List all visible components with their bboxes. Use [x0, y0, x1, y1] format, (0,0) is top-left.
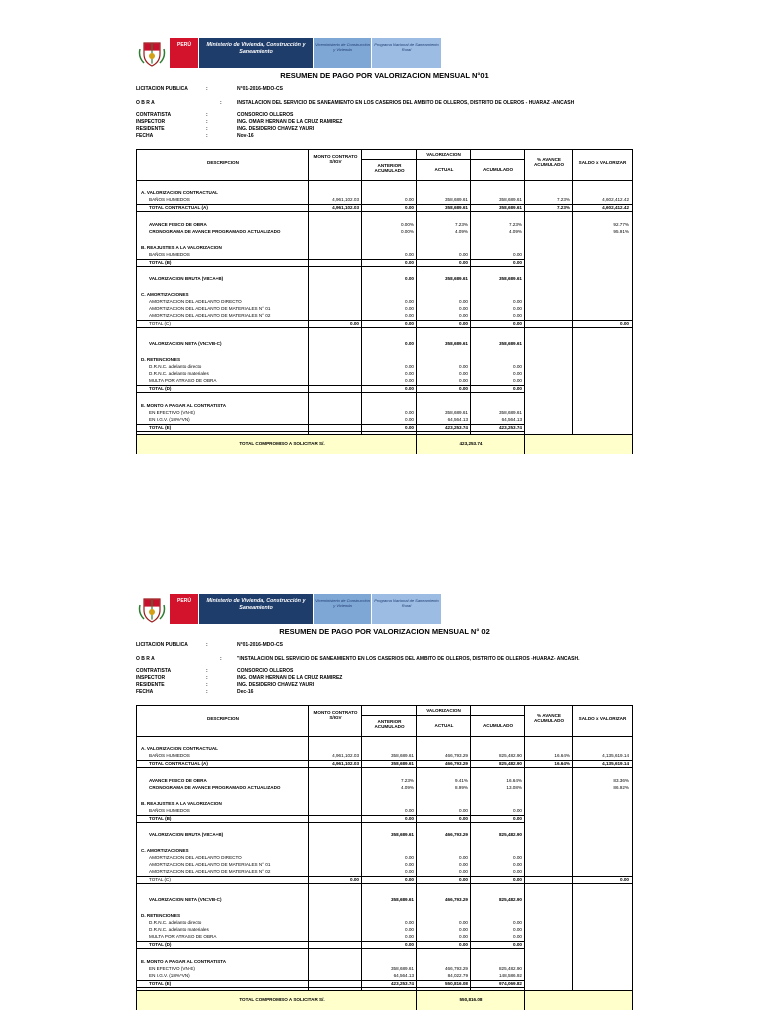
header-descripcion: DESCRIPCION: [207, 716, 239, 721]
header-descripcion: DESCRIPCION: [207, 160, 239, 165]
cell-banos_b-actual: 0.00: [459, 808, 468, 813]
cell-efectivo-acumulado: 358,689.61: [499, 410, 522, 415]
row-label-total_c: TOTAL (C): [149, 321, 171, 326]
cell-avance_fisico-anterior: 0.00%: [400, 222, 414, 227]
info-colon: :: [206, 86, 208, 92]
cell-amort1-anterior: 0.00: [405, 299, 414, 304]
page-title: RESUMEN DE PAGO POR VALORIZACION MENSUAL N°01: [280, 71, 489, 80]
cell-banos-monto: 4,961,102.03: [332, 753, 359, 758]
row-label-igv: EN I.G.V. (18%*VN): [149, 973, 190, 978]
cell-total_a-monto: 4,961,102.03: [332, 205, 359, 210]
row-label-ret3: MULTA POR ATRASO DE OBRA: [149, 934, 217, 939]
cell-bruta-anterior: 358,689.61: [391, 832, 414, 837]
header-saldo: SALDO x VALORIZAR: [578, 160, 627, 165]
row-label-ret2: D.R.N.C. adelanto materiales: [149, 371, 209, 376]
peru-logo: PERÚ: [170, 594, 198, 624]
row-label-amort3: AMORTIZACION DEL ADELANTO DE MATERIALES N° 02: [149, 869, 271, 874]
cell-total_a-anterior: 0.00: [405, 205, 414, 210]
cell-igv-anterior: 0.00: [405, 417, 414, 422]
cell-avance_fisico-acumulado: 7.23%: [508, 222, 522, 227]
cell-amort2-acumulado: 0.00: [513, 862, 522, 867]
row-label-amort2: AMORTIZACION DEL ADELANTO DE MATERIALES N° 01: [149, 306, 271, 311]
cell-ret2-anterior: 0.00: [405, 371, 414, 376]
row-label-banos_b: BAÑOS HUMEDOS: [149, 808, 190, 813]
info-label: O B R A: [136, 100, 155, 106]
cell-amort2-actual: 0.00: [459, 862, 468, 867]
cell-banos_b-actual: 0.00: [459, 252, 468, 257]
cell-amort1-anterior: 0.00: [405, 855, 414, 860]
row-label-ret1: D.R.N.C. adelanto directo: [149, 364, 202, 369]
row-label-neta: VALORIZACION NETA (VN=VB-C): [149, 897, 222, 902]
info-colon: :: [206, 642, 208, 648]
info-value: Dec-16: [237, 689, 254, 695]
info-value: Nov-16: [237, 133, 254, 139]
info-label: CONTRATISTA: [136, 668, 172, 674]
cell-ret3-actual: 0.00: [459, 378, 468, 383]
cell-banos_b-acumulado: 0.00: [513, 808, 522, 813]
cell-banos-avance: 16.64%: [554, 753, 570, 758]
cell-neta-actual: 466,793.29: [445, 897, 468, 902]
cell-total_e-anterior: 423,253.74: [391, 981, 414, 986]
cell-avance_fisico-anterior: 7.23%: [400, 778, 414, 783]
row-label-avance_fisico: AVANCE FISICO DE OBRA: [149, 778, 207, 783]
cell-amort2-anterior: 0.00: [405, 862, 414, 867]
cell-total_c-acumulado: 0.00: [513, 321, 522, 326]
cell-banos-monto: 4,961,102.03: [332, 197, 359, 202]
header-valorizacion: VALORIZACION: [426, 708, 461, 713]
compromiso-label: TOTAL COMPROMISO A SOLICITAR S/.: [239, 441, 325, 446]
info-label: FECHA: [136, 689, 154, 695]
cell-ret1-acumulado: 0.00: [513, 920, 522, 925]
info-value: INSTALACION DEL SERVICIO DE SANEAMIENTO EN LOS CASERIOS DEL AMBITO DE OLLEROS, DISTRITO DE OLEROS - HUARAZ -ANCASH: [237, 100, 575, 106]
info-colon: :: [206, 689, 208, 695]
cell-amort1-acumulado: 0.00: [513, 855, 522, 860]
cell-efectivo-anterior: 358,689.61: [391, 966, 414, 971]
cell-amort2-acumulado: 0.00: [513, 306, 522, 311]
row-label-amort2: AMORTIZACION DEL ADELANTO DE MATERIALES N° 01: [149, 862, 271, 867]
cell-total_e-acumulado: 974,069.82: [499, 981, 522, 986]
cell-total_a-avance: 7.23%: [556, 205, 570, 210]
cell-efectivo-acumulado: 825,482.90: [499, 966, 522, 971]
header-acumulado: ACUMULADO: [482, 167, 514, 172]
row-label-neta: VALORIZACION NETA (VN=VB-C): [149, 341, 222, 346]
cell-efectivo-actual: 466,793.29: [445, 966, 468, 971]
cell-amort1-actual: 0.00: [459, 855, 468, 860]
cell-total_a-acumulado: 825,482.90: [499, 761, 522, 766]
programa-logo: Programa Nacional de Saneamiento Rural: [372, 594, 441, 624]
cell-total_b-anterior: 0.00: [405, 260, 414, 265]
info-value: ING. OMAR HERNAN DE LA CRUZ RAMIREZ: [237, 119, 343, 125]
cell-ret3-anterior: 0.00: [405, 934, 414, 939]
row-label-cronograma: CRONOGRAMA DE AVANCE PROGRAMADO ACTUALIZADO: [149, 785, 281, 790]
header-monto: MONTO CONTRATO S/IGV: [313, 154, 358, 165]
cell-amort1-actual: 0.00: [459, 299, 468, 304]
cell-ret1-actual: 0.00: [459, 364, 468, 369]
row-label-d_title: D. RETENCIONES: [141, 357, 181, 362]
cell-neta-acumulado: 825,482.90: [499, 897, 522, 902]
peru-logo: PERÚ: [170, 38, 198, 68]
row-label-banos: BAÑOS HUMEDOS: [149, 197, 190, 202]
viceministerio-logo: Viceministerio de Construcción y Vivienda: [314, 38, 371, 68]
cell-amort2-anterior: 0.00: [405, 306, 414, 311]
info-label: LICITACION PUBLICA: [136, 86, 188, 92]
info-row-inspector: [136, 675, 633, 682]
cell-banos-saldo: 4,135,619.14: [602, 753, 629, 758]
cell-total_a-saldo: 4,135,619.14: [602, 761, 629, 766]
cell-avance_fisico-acumulado: 16.64%: [506, 778, 522, 783]
cell-cronograma-acumulado: 13.08%: [506, 785, 522, 790]
programa-logo: Programa Nacional de Saneamiento Rural: [372, 38, 441, 68]
info-row-fecha: [136, 133, 633, 140]
cell-total_a-actual: 466,793.29: [445, 761, 468, 766]
row-label-banos: BAÑOS HUMEDOS: [149, 753, 190, 758]
cell-amort1-acumulado: 0.00: [513, 299, 522, 304]
cell-amort3-anterior: 0.00: [405, 313, 414, 318]
info-row-licitacion: [136, 642, 633, 649]
info-row-obra: [136, 656, 633, 663]
cell-banos-saldo: 4,602,412.42: [602, 197, 629, 202]
total-compromiso-row: [137, 434, 632, 454]
cell-igv-anterior: 64,564.13: [393, 973, 414, 978]
info-label: O B R A: [136, 656, 155, 662]
cell-total_c-saldo: 0.00: [620, 877, 629, 882]
cell-banos-actual: 466,793.29: [445, 753, 468, 758]
row-label-b_title: B. REAJUSTES A LA VALORIZACION: [141, 245, 222, 250]
info-value: N°01-2016-MDO-CS: [237, 86, 283, 92]
cell-igv-acumulado: 64,564.13: [501, 417, 522, 422]
cell-avance_fisico-actual: 9.41%: [454, 778, 468, 783]
info-label: RESIDENTE: [136, 682, 165, 688]
row-label-efectivo: EN EFECTIVO (VN-E): [149, 410, 195, 415]
row-label-amort3: AMORTIZACION DEL ADELANTO DE MATERIALES N° 02: [149, 313, 271, 318]
row-label-total_b: TOTAL (B): [149, 260, 172, 265]
row-label-total_a: TOTAL CONTRACTUAL (A): [149, 761, 208, 766]
cell-total_a-avance: 16.64%: [554, 761, 570, 766]
cell-total_c-saldo: 0.00: [620, 321, 629, 326]
header-monto: MONTO CONTRATO S/IGV: [313, 710, 358, 721]
cell-total_c-anterior: 0.00: [405, 321, 414, 326]
row-label-c_title: C. AMORTIZACIONES: [141, 292, 189, 297]
row-label-a_title: A. VALORIZACION CONTRACTUAL: [141, 746, 218, 751]
cell-bruta-acumulado: 358,689.61: [499, 276, 522, 281]
info-value: CONSORCIO OLLEROS: [237, 112, 294, 118]
info-colon: :: [206, 119, 208, 125]
cell-total_d-actual: 0.00: [459, 386, 468, 391]
header-saldo: SALDO x VALORIZAR: [578, 716, 627, 721]
row-label-ret3: MULTA POR ATRASO DE OBRA: [149, 378, 217, 383]
cell-neta-anterior: 0.00: [405, 341, 414, 346]
cell-banos-anterior: 358,689.61: [391, 753, 414, 758]
cell-cronograma-anterior: 0.00%: [400, 229, 414, 234]
cell-total_d-acumulado: 0.00: [513, 386, 522, 391]
cell-ret1-acumulado: 0.00: [513, 364, 522, 369]
viceministerio-logo: Viceministerio de Construcción y Vivienda: [314, 594, 371, 624]
cell-total_c-acumulado: 0.00: [513, 877, 522, 882]
cell-total_e-acumulado: 423,253.74: [499, 425, 522, 430]
cell-total_a-saldo: 4,602,412.42: [602, 205, 629, 210]
info-label: FECHA: [136, 133, 154, 139]
row-label-bruta: VALORIZACION BRUTA (VB=A+B): [149, 276, 224, 281]
cell-banos-acumulado: 358,689.61: [499, 197, 522, 202]
row-label-banos_b: BAÑOS HUMEDOS: [149, 252, 190, 257]
cell-total_c-actual: 0.00: [459, 321, 468, 326]
ministerio-logo: Ministerio de Vivienda, Construcción y Saneamiento: [199, 594, 313, 624]
info-colon: :: [206, 126, 208, 132]
cell-total_a-anterior: 358,689.61: [391, 761, 414, 766]
ministerio-logo: Ministerio de Vivienda, Construcción y Saneamiento: [199, 38, 313, 68]
cell-total_c-monto: 0.00: [350, 321, 359, 326]
cell-avance_fisico-saldo: 83.36%: [613, 778, 629, 783]
info-row-residente: [136, 682, 633, 689]
info-value: "INSTALACION DEL SERVICIO DE SANEAMIENTO EN LOS CASERIOS DEL AMBITO DE OLLEROS, DISTRITO DE OLLEROS -HUARAZ- ANCASH.: [237, 656, 580, 662]
cell-cronograma-saldo: 95.91%: [613, 229, 629, 234]
valorizacion-sheet-02: [136, 594, 633, 1002]
info-colon: :: [206, 682, 208, 688]
cell-total_d-anterior: 0.00: [405, 942, 414, 947]
info-row-obra: [136, 100, 633, 107]
cell-banos-anterior: 0.00: [405, 197, 414, 202]
cell-bruta-actual: 466,793.29: [445, 832, 468, 837]
row-label-total_d: TOTAL (D): [149, 386, 172, 391]
cell-total_b-actual: 0.00: [459, 816, 468, 821]
cell-efectivo-anterior: 0.00: [405, 410, 414, 415]
cell-amort3-acumulado: 0.00: [513, 869, 522, 874]
cell-total_b-acumulado: 0.00: [513, 816, 522, 821]
info-label: RESIDENTE: [136, 126, 165, 132]
cell-bruta-anterior: 0.00: [405, 276, 414, 281]
cell-bruta-acumulado: 825,482.90: [499, 832, 522, 837]
compromiso-value: 423,253.74: [459, 441, 483, 446]
cell-ret3-actual: 0.00: [459, 934, 468, 939]
cell-total_c-monto: 0.00: [350, 877, 359, 882]
info-value: ING. DESIDERIO CHAVEZ YAURI: [237, 682, 315, 688]
total-compromiso-row: [137, 990, 632, 1010]
info-value: N°01-2016-MDO-CS: [237, 642, 283, 648]
header-avance: % AVANCE ACUMULADO: [533, 713, 565, 724]
cell-total_e-actual: 550,816.08: [445, 981, 468, 986]
info-row-residente: [136, 126, 633, 133]
row-label-total_d: TOTAL (D): [149, 942, 172, 947]
cell-total_d-actual: 0.00: [459, 942, 468, 947]
cell-banos-actual: 358,689.61: [445, 197, 468, 202]
cell-total_d-acumulado: 0.00: [513, 942, 522, 947]
row-label-total_b: TOTAL (B): [149, 816, 172, 821]
row-label-c_title: C. AMORTIZACIONES: [141, 848, 189, 853]
cell-amort3-actual: 0.00: [459, 313, 468, 318]
header-anterior: ANTERIOR ACUMULADO: [374, 163, 405, 174]
row-label-amort1: AMORTIZACION DEL ADELANTO DIRECTO: [149, 299, 242, 304]
cell-igv-actual: 64,564.13: [447, 417, 468, 422]
cell-amort3-acumulado: 0.00: [513, 313, 522, 318]
row-label-e_title: E. MONTO A PAGAR AL CONTRATISTA: [141, 959, 227, 964]
cell-total_a-acumulado: 358,689.61: [499, 205, 522, 210]
row-label-avance_fisico: AVANCE FISICO DE OBRA: [149, 222, 207, 227]
header-anterior: ANTERIOR ACUMULADO: [374, 719, 405, 730]
cell-total_a-actual: 358,689.61: [445, 205, 468, 210]
cell-cronograma-anterior: 4.09%: [400, 785, 414, 790]
cell-ret2-acumulado: 0.00: [513, 371, 522, 376]
cell-igv-actual: 84,022.79: [447, 973, 468, 978]
cell-banos_b-anterior: 0.00: [405, 252, 414, 257]
row-label-total_a: TOTAL CONTRACTUAL (A): [149, 205, 208, 210]
cell-cronograma-actual: 8.99%: [454, 785, 468, 790]
info-colon: :: [206, 112, 208, 118]
cell-cronograma-saldo: 86.92%: [613, 785, 629, 790]
info-value: ING. DESIDERIO CHAVEZ YAURI: [237, 126, 315, 132]
cell-ret1-anterior: 0.00: [405, 920, 414, 925]
info-row-contratista: [136, 112, 633, 119]
cell-ret2-acumulado: 0.00: [513, 927, 522, 932]
cell-neta-anterior: 358,689.61: [391, 897, 414, 902]
row-label-ret2: D.R.N.C. adelanto materiales: [149, 927, 209, 932]
cell-ret1-anterior: 0.00: [405, 364, 414, 369]
cell-ret3-acumulado: 0.00: [513, 378, 522, 383]
cell-neta-acumulado: 358,689.61: [499, 341, 522, 346]
info-value: ING. OMAR HERNAN DE LA CRUZ RAMIREZ: [237, 675, 343, 681]
cell-amort3-actual: 0.00: [459, 869, 468, 874]
header-avance: % AVANCE ACUMULADO: [533, 157, 565, 168]
cell-amort2-actual: 0.00: [459, 306, 468, 311]
cell-ret2-anterior: 0.00: [405, 927, 414, 932]
row-label-ret1: D.R.N.C. adelanto directo: [149, 920, 202, 925]
info-colon: :: [206, 133, 208, 139]
valorizacion-table: [136, 705, 633, 1010]
cell-total_c-anterior: 0.00: [405, 877, 414, 882]
cell-ret1-actual: 0.00: [459, 920, 468, 925]
cell-total_e-actual: 423,253.74: [445, 425, 468, 430]
valorizacion-sheet-01: [136, 38, 633, 446]
row-label-d_title: D. RETENCIONES: [141, 913, 181, 918]
row-label-total_c: TOTAL (C): [149, 877, 171, 882]
info-row-contratista: [136, 668, 633, 675]
info-colon: :: [220, 656, 222, 662]
cell-cronograma-acumulado: 4.09%: [508, 229, 522, 234]
cell-total_d-anterior: 0.00: [405, 386, 414, 391]
row-label-total_e: TOTAL (E): [149, 425, 172, 430]
cell-total_b-anterior: 0.00: [405, 816, 414, 821]
cell-banos_b-anterior: 0.00: [405, 808, 414, 813]
cell-banos-acumulado: 825,482.90: [499, 753, 522, 758]
header-valorizacion: VALORIZACION: [426, 152, 461, 157]
compromiso-value: 550,816.08: [459, 997, 483, 1002]
info-label: INSPECTOR: [136, 119, 166, 125]
header-banner: [136, 594, 441, 624]
valorizacion-table: [136, 149, 633, 454]
row-label-cronograma: CRONOGRAMA DE AVANCE PROGRAMADO ACTUALIZADO: [149, 229, 281, 234]
info-value: CONSORCIO OLLEROS: [237, 668, 294, 674]
cell-banos-avance: 7.23%: [556, 197, 570, 202]
cell-cronograma-actual: 4.09%: [454, 229, 468, 234]
page-title: RESUMEN DE PAGO POR VALORIZACION MENSUAL N° 02: [279, 627, 490, 636]
row-label-b_title: B. REAJUSTES A LA VALORIZACION: [141, 801, 222, 806]
cell-ret3-anterior: 0.00: [405, 378, 414, 383]
row-label-a_title: A. VALORIZACION CONTRACTUAL: [141, 190, 218, 195]
info-label: CONTRATISTA: [136, 112, 172, 118]
info-colon: :: [206, 675, 208, 681]
cell-banos_b-acumulado: 0.00: [513, 252, 522, 257]
row-label-igv: EN I.G.V. (18%*VN): [149, 417, 190, 422]
cell-bruta-actual: 358,689.61: [445, 276, 468, 281]
info-colon: :: [206, 668, 208, 674]
coat-of-arms-icon: [138, 39, 166, 67]
row-label-e_title: E. MONTO A PAGAR AL CONTRATISTA: [141, 403, 227, 408]
cell-ret3-acumulado: 0.00: [513, 934, 522, 939]
cell-total_e-anterior: 0.00: [405, 425, 414, 430]
row-label-bruta: VALORIZACION BRUTA (VB=A+B): [149, 832, 224, 837]
cell-ret2-actual: 0.00: [459, 927, 468, 932]
cell-neta-actual: 358,689.61: [445, 341, 468, 346]
cell-total_a-monto: 4,961,102.03: [332, 761, 359, 766]
cell-total_b-actual: 0.00: [459, 260, 468, 265]
cell-total_c-actual: 0.00: [459, 877, 468, 882]
header-acumulado: ACUMULADO: [482, 723, 514, 728]
compromiso-label: TOTAL COMPROMISO A SOLICITAR S/.: [239, 997, 325, 1002]
header-banner: [136, 38, 441, 68]
row-label-efectivo: EN EFECTIVO (VN-E): [149, 966, 195, 971]
info-row-licitacion: [136, 86, 633, 93]
cell-total_b-acumulado: 0.00: [513, 260, 522, 265]
header-actual: ACTUAL: [434, 167, 454, 172]
header-actual: ACTUAL: [434, 723, 454, 728]
cell-ret2-actual: 0.00: [459, 371, 468, 376]
info-label: INSPECTOR: [136, 675, 166, 681]
cell-igv-acumulado: 148,586.92: [499, 973, 522, 978]
cell-avance_fisico-actual: 7.23%: [454, 222, 468, 227]
info-colon: :: [220, 100, 222, 106]
info-label: LICITACION PUBLICA: [136, 642, 188, 648]
cell-avance_fisico-saldo: 92.77%: [613, 222, 629, 227]
coat-of-arms-icon: [138, 595, 166, 623]
row-label-total_e: TOTAL (E): [149, 981, 172, 986]
cell-amort3-anterior: 0.00: [405, 869, 414, 874]
info-row-inspector: [136, 119, 633, 126]
info-row-fecha: [136, 689, 633, 696]
row-label-amort1: AMORTIZACION DEL ADELANTO DIRECTO: [149, 855, 242, 860]
cell-efectivo-actual: 358,689.61: [445, 410, 468, 415]
